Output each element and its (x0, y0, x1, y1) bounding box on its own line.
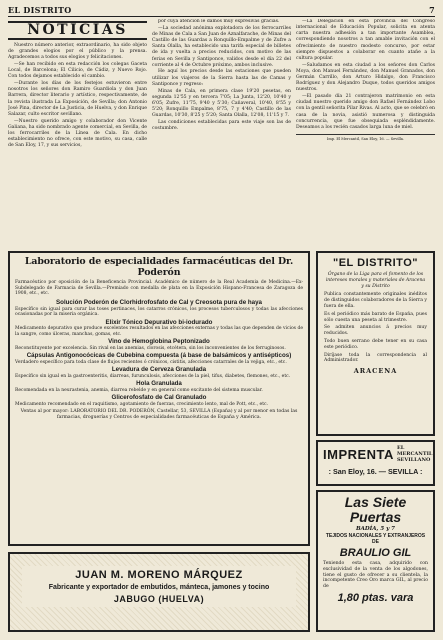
siete-puertas-owner: BRAULIO GIL (339, 547, 412, 559)
product-name: Cápsulas Antigonocócicas de Cubebina compuesta (á base de balsámicos y antisépticos) (26, 352, 292, 360)
product-name: Vino de Hemoglobina Peptonizado (108, 338, 210, 346)
imprenta-word: IMPRENTA (323, 446, 394, 462)
distrito-ad-town: ARACENA (353, 367, 398, 376)
imprenta-name-top: EL MERCANTIL (396, 445, 433, 457)
siete-puertas-tagline: TEJIDOS NACIONALES Y EXTRANJEROS (325, 533, 426, 539)
moreno-ad-inner (22, 566, 296, 607)
product-name: Hola Granulada (136, 380, 182, 388)
distrito-ad-text: Todo buen serrano debe tener en su casa este periódico. (324, 338, 427, 350)
product-item (15, 319, 303, 338)
product-item (15, 380, 303, 393)
product-description: Específico sin igual para curar las toses pertinaces, los catarros crónicos, los procesos tuberculosos y todas las afecciones ocasionadas por la miseria orgánica. (15, 306, 303, 318)
news-paragraph: Minas de Cala, en primera clase 19'20 pesetas, en segunda 12'55 y en tercera 7'05; La Junta, 12'20, 10'40 y 6'05; Zufre, 11'75, 9'40 y 5'30; Cañaveral, 10'40, 8'55 y 5'20; Ronquillo Empalme, 8'75, 7 y 4'40; Castillo de las Guardas, 10'30, 8'25 y 5'20; Santa Olalla, 12'08, 11'15 y 7. (152, 88, 291, 119)
news-paragraph: por cuya atención le damos muy expresivas gracias. (158, 19, 280, 24)
moreno-ad-name: JUAN M. MORENO MÁRQUEZ (75, 569, 243, 581)
news-paragraph: Nuestro número anterior, extraordinario, ha sido objeto de grandes elogios por el público y la prensa. Agradecemos a todos sus elogios y felicitaciones. (8, 43, 147, 61)
product-description: Medicamento depurativo que produce excelentes resultados en las afecciones externas y todas las que dependen de vicios de la sangre, como úlceras, manchas, gomas, etc. (15, 326, 303, 337)
lab-ad-title: Laboratorio de especialidades farmacéuticas del Dr. Poderón (24, 256, 294, 278)
product-description: Específico sin igual en la gastroenteritis, diarreas, furunculosis, afecciones de la piel, tifus, diabetes, flemones, etc., etc. (15, 373, 291, 379)
product-name: Elixir Tónico Depurativo bi-iodurado (105, 318, 213, 326)
distrito-ad-text: Diríjase toda la correspondencia al Administrador. (324, 352, 427, 364)
product-description: Reconstituyente por excelencia. Sin rival en las anemias, clorosis, etcétera, sin los inconvenientes de los ferruginosos. (15, 345, 286, 351)
lab-ad-footer: Ventas al por mayor: LABORATORIO DEL DR. PODERÓN, Castellar, 53, SEVILLA (España) y al por menor en todas las farmacias, droguerías y Centros de especialidades farmacéuticas de España y América. (20, 409, 298, 421)
news-paragraph: —Durante los días de los festejos estuvieron entre nosotros los señores don Ramiro Guardiola y don Juan Barrera, director literario y artístico, respectivamente, de la revista ilustrada La Exposición, de Sevilla; don Antonio José Pina, director de La Justicia, de Huelva, y don Enrique Salazar, culto escritor sevillano. (8, 81, 147, 117)
news-paragraph: —Saludamos en esta ciudad a los señores don Carlos Moya, don Manuel Fernández, don Manuel Granados, don Germán Carrillo, don Arturo Hidalgo, don Francisco Rodríguez y don Alejandro Duque, todos queridos amigos nuestros. (296, 62, 435, 93)
imprenta-name (397, 445, 433, 463)
news-paragraph: —La sociedad anónima explotadora de los ferrocarriles de Minas de Cala a San Juan de Aznalfarache, de Minas del Castillo de las Guardas a Ronquillo-Empalme y de Zufre a Santa Olalla, ha establecido una tarifa especial de billetes de ida y vuelta a precios reducidos, con motivo de las ferias en Sevilla y Santiponce, validos desde el día 22 del corriente al 4 de Octubre próximo, ambos inclusive. (152, 25, 291, 68)
product-item (15, 338, 303, 351)
el-distrito-ad (316, 251, 435, 436)
news-columns (8, 19, 435, 247)
product-name: Glicerofosfato de Cal Granulado (111, 394, 207, 402)
news-column-3 (296, 19, 435, 247)
page-number: 7 (429, 5, 435, 15)
product-name: Solución Poderón de Clorhidrofosfato de Cal y Creosota pura de haya (56, 299, 262, 307)
product-description: Medicamento recomendado en el raquitismo, agotamiento de fuerzas, crecimiento lento, mal de Pott, etc., etc. (15, 401, 268, 407)
product-description: Recomendada en la neurastenia, anemia, diarrea rebelde y en general como excitante del sistema muscular. (15, 387, 263, 393)
news-paragraph: —La Delegación en esta provincia del Congreso internacional de Educación Popular, solicita en atenta carta nuestra adhesión a tan importante Asamblea, correspondiendo nosotros a tan amable invitación con el ofrecimiento de nuestro modesto concurso, por estar siempre dispuestos a colaborar en cuanto atañe a la cultura popular. (296, 19, 435, 61)
siete-puertas-price: 1,80 ptas. vara (337, 591, 414, 604)
distrito-ad-text: Publica constantemente originales inéditos de distinguidos colaboradores de la Sierra y fuera de ella. (324, 292, 427, 309)
imprenta-ad (316, 440, 435, 486)
news-paragraph: —Se han recibido en esta redacción los colegas Gaceta Local, de Barcelona; El Cilicio, de Cádiz, y Nuevo Rojo. Con todos dejamos establecido el cambio. (8, 62, 147, 80)
newspaper-title: EL DISTRITO (8, 5, 72, 15)
siete-puertas-text: Teniendo esta casa, adquirido con exclusividad de la venta de los algodones, tiene el gusto de ofrecer a su clientela, la incompetente Creo Oro marca GIL, al precio de (323, 561, 428, 590)
news-paragraph: —El pasado día 21 contrajeron matrimonio en esta ciudad nuestro querido amigo don Rafael Fernández Lobo con la gentil señorita Pilar Rivas. Al acto, que se celebró en casa de la novia, asistió numerosa y distinguida concurrencia, que fue obsequiada espléndidamente. Deseamos a los recién casados larga luna de miel. (296, 94, 435, 130)
product-name: Levadura de Cerveza Granulada (111, 366, 207, 374)
siete-puertas-ad (316, 490, 435, 632)
printer-imprint: Imp. El Mercantil, San Eloy, 16. — Sevilla. (296, 134, 435, 142)
news-column-1 (8, 19, 147, 247)
noticias-heading: NOTICIAS (8, 21, 147, 40)
product-item (15, 299, 303, 318)
product-item (15, 394, 303, 407)
distrito-ad-text: Es el periódico más barato de España, pues sólo cuesta una peseta al trimestre. (324, 311, 427, 323)
moreno-ad-town: JABUGO (HUELVA) (113, 594, 205, 604)
news-paragraph: —Nuestro querido amigo y colaborador don Vicente Galiana, ha sido nombrado agente comercial, en Sevilla, de los ferrocarriles de la Línea de Cala. En dicho establecimiento no ofrece, con este motivo, su casa, calle de San Eloy, 17, y sus servicios, (8, 118, 147, 149)
distrito-ad-title: "EL DISTRITO" (333, 257, 418, 269)
laboratorio-poderon-ad (8, 251, 310, 546)
distrito-ad-subtitle: Órgano de la Liga para el fomento de los intereses morales y materiales de Aracena y su Distrito (325, 272, 426, 289)
moreno-marquez-ad (8, 552, 310, 632)
product-item (15, 352, 303, 365)
siete-puertas-de: DE (372, 539, 379, 545)
product-description: Verdadero específico para toda clase de flujos recientes ó crónicos, cistitis, afecciones catarrales de la vejiga, etc., etc. (15, 359, 287, 365)
product-item (15, 366, 303, 379)
lab-ad-intro: Farmacéutico por oposición de la Beneficencia Provincial. Académico de número de la Real Academia de Medicina.—Ex-Subdelegado de Farmacia de Sevilla.—Premiado con medalla de plata en la Exposición Hispano-Francesa de Zaragoza de 1908, etc., etc. (15, 280, 303, 297)
siete-puertas-address: BADÍA, 5 y 7 (355, 526, 396, 532)
news-paragraph: Las condiciones establecidas para este viaje son las de costumbre. (152, 119, 291, 132)
page-header (8, 4, 435, 17)
distrito-ad-text: Se admiten anuncios á precios muy reducidos. (324, 325, 427, 337)
imprenta-address: : San Eloy, 16. — SEVILLA : (328, 467, 423, 476)
imprenta-name-bottom: SEVILLANO (396, 457, 431, 463)
imprenta-ad-heading (323, 445, 433, 463)
news-column-2 (152, 19, 291, 247)
news-paragraph: He aquí los precios desde las estaciones que pueden utilizar los viajeros de la Sierra hasta las de Camas y Santiponce y regreso: (152, 69, 291, 87)
siete-puertas-title: Las Siete Puertas (344, 494, 407, 525)
moreno-ad-description: Fabricante y exportador de embutidos, mánteca, jamones y tocino (48, 584, 270, 591)
